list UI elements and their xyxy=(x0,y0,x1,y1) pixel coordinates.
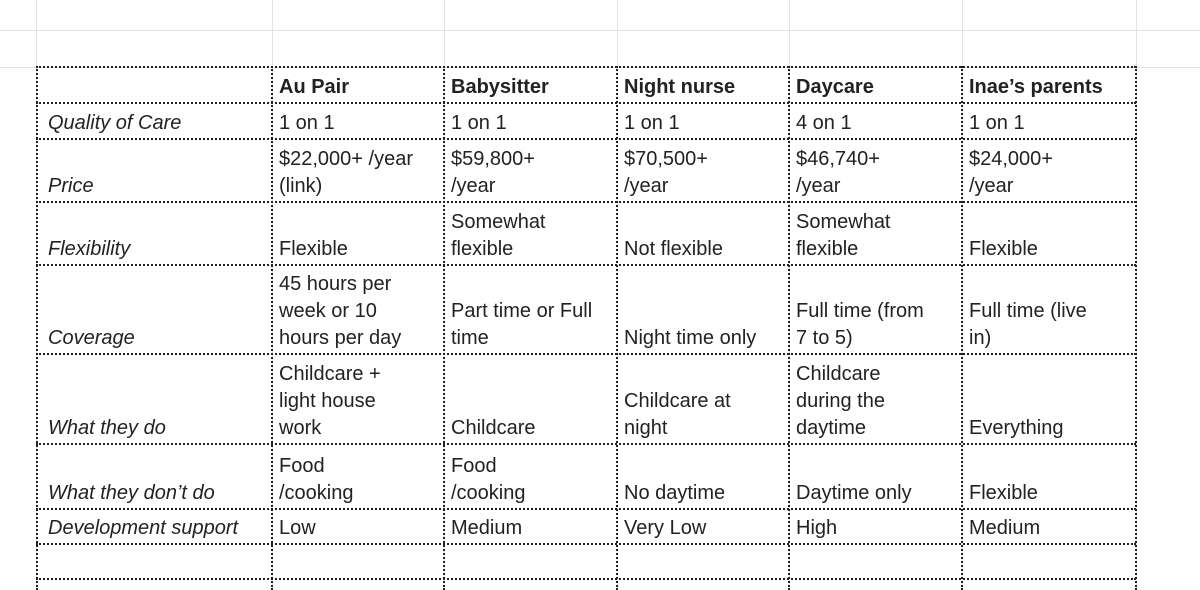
cell-text: Full time (from 7 to 5) xyxy=(796,300,924,349)
cell-text: No daytime xyxy=(624,482,726,504)
row-label[interactable] xyxy=(38,140,272,201)
cell-text: Childcare + light house work xyxy=(279,363,381,439)
table-cell[interactable] xyxy=(963,140,1136,201)
table-cell[interactable] xyxy=(273,140,444,201)
table-cell[interactable] xyxy=(618,140,789,201)
cell-text: Full time (live in) xyxy=(969,300,1087,349)
cell-text: Childcare at night xyxy=(624,390,731,439)
table-cell[interactable] xyxy=(790,355,962,443)
table-cell[interactable] xyxy=(618,104,789,138)
cell-text: $70,500+ /year xyxy=(624,148,708,197)
cell-text: 1 on 1 xyxy=(969,112,1025,134)
cell-text: Not flexible xyxy=(624,238,723,260)
cell-text: Part time or Full time xyxy=(451,300,593,349)
cell-text: $46,740+ /year xyxy=(796,148,880,197)
table-cell[interactable] xyxy=(445,104,617,138)
row-label-text: What they don’t do xyxy=(48,482,215,504)
cell-text: 4 on 1 xyxy=(796,112,852,134)
cell-text: Food /cooking xyxy=(451,455,526,504)
header-text: Daycare xyxy=(796,76,874,98)
cell-text: Flexible xyxy=(969,482,1038,504)
cell-text: 1 on 1 xyxy=(279,112,335,134)
column-header[interactable] xyxy=(790,68,962,102)
row-label-text: Coverage xyxy=(48,327,135,349)
table-cell[interactable] xyxy=(445,266,617,353)
table-cell[interactable] xyxy=(618,266,789,353)
table-cell[interactable] xyxy=(618,203,789,264)
table-cell[interactable] xyxy=(963,445,1136,508)
row-label-text: Development support xyxy=(48,517,239,539)
cell-text: $59,800+ /year xyxy=(451,148,535,197)
table-cell[interactable] xyxy=(618,355,789,443)
table-cell[interactable] xyxy=(273,510,444,543)
header-text: Babysitter xyxy=(451,76,549,98)
row-label-text: Quality of Care xyxy=(48,112,182,134)
row-label[interactable] xyxy=(38,266,272,353)
row-label[interactable] xyxy=(38,445,272,508)
cell-text: High xyxy=(796,517,838,539)
cell-text: Very Low xyxy=(624,517,707,539)
cell-text: Daytime only xyxy=(796,482,912,504)
cell-text: $24,000+ /year xyxy=(969,148,1053,197)
table-cell[interactable] xyxy=(790,203,962,264)
column-header[interactable] xyxy=(618,68,789,102)
table-cell[interactable] xyxy=(273,203,444,264)
row-label-text: What they do xyxy=(48,417,166,439)
table-cell[interactable] xyxy=(963,355,1136,443)
cell-text: Food /cooking xyxy=(279,455,354,504)
cell-text: 1 on 1 xyxy=(624,112,680,134)
table-cell[interactable] xyxy=(963,266,1136,353)
table-cell[interactable] xyxy=(445,445,617,508)
table-cell[interactable] xyxy=(618,445,789,508)
table-border-horizontal xyxy=(36,578,1136,580)
table-border-horizontal xyxy=(36,543,1136,545)
row-label[interactable] xyxy=(38,203,272,264)
cell-text: $22,000+ /year (link) xyxy=(279,148,413,197)
grid-row-line xyxy=(0,30,1200,31)
row-label[interactable] xyxy=(38,510,272,543)
cell-text: Childcare during the daytime xyxy=(796,363,885,439)
header-text: Night nurse xyxy=(624,76,736,98)
table-cell[interactable] xyxy=(273,445,444,508)
table-cell[interactable] xyxy=(963,510,1136,543)
table-cell[interactable] xyxy=(273,266,444,353)
row-label[interactable] xyxy=(38,104,272,138)
cell-text: Flexible xyxy=(279,238,348,260)
header-text: Inae’s parents xyxy=(969,76,1103,98)
cell-text: Somewhat flexible xyxy=(796,211,891,260)
cell-text: Somewhat flexible xyxy=(451,211,546,260)
row-label[interactable] xyxy=(38,355,272,443)
table-cell[interactable] xyxy=(445,355,617,443)
column-header[interactable] xyxy=(445,68,617,102)
table-cell[interactable] xyxy=(445,140,617,201)
table-cell[interactable] xyxy=(273,104,444,138)
cell-text: Night time only xyxy=(624,327,757,349)
row-label-text: Flexibility xyxy=(48,238,131,260)
table-cell[interactable] xyxy=(963,104,1136,138)
row-label-text: Price xyxy=(48,175,94,197)
header-text: Au Pair xyxy=(279,76,350,98)
column-header[interactable] xyxy=(963,68,1136,102)
cell-text: Low xyxy=(279,517,316,539)
table-cell[interactable] xyxy=(273,355,444,443)
cell-text: 45 hours per week or 10 hours per day xyxy=(279,273,402,349)
table-cell[interactable] xyxy=(790,104,962,138)
cell-text: Medium xyxy=(451,517,523,539)
table-cell[interactable] xyxy=(790,266,962,353)
cell-text: Everything xyxy=(969,417,1064,439)
table-cell[interactable] xyxy=(790,140,962,201)
table-cell[interactable] xyxy=(445,203,617,264)
cell-text: 1 on 1 xyxy=(451,112,507,134)
cell-text: Childcare xyxy=(451,417,536,439)
table-cell[interactable] xyxy=(963,203,1136,264)
table-cell[interactable] xyxy=(445,510,617,543)
cell-text: Medium xyxy=(969,517,1041,539)
column-header[interactable] xyxy=(273,68,444,102)
table-cell[interactable] xyxy=(790,445,962,508)
table-cell[interactable] xyxy=(618,510,789,543)
table-cell[interactable] xyxy=(790,510,962,543)
cell-text: Flexible xyxy=(969,238,1038,260)
